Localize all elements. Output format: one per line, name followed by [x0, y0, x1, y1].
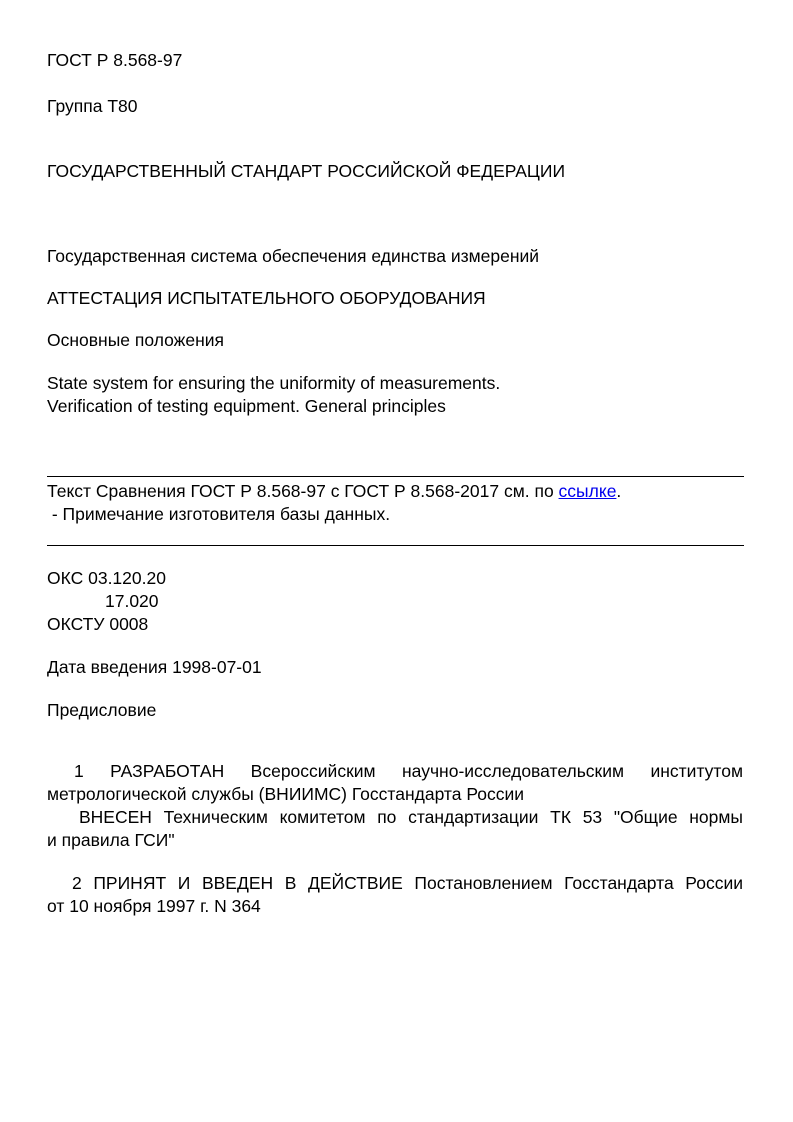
note-line-1	[47, 480, 621, 503]
foreword-item-1b-line-2: и правила ГСИ"	[47, 830, 175, 850]
oks-code-2: 17.020	[105, 591, 159, 611]
foreword-item-1-line-2: метрологической службы (ВНИИМС) Госстандарта России	[47, 784, 525, 804]
system-title: Государственная система обеспечения единства измерений	[47, 246, 540, 266]
foreword-item-1b-line-1: ВНЕСЕН Техническим комитетом по стандартизации ТК 53 "Общие нормы	[79, 807, 743, 827]
oks-code-1: ОКС 03.120.20	[47, 568, 166, 588]
foreword-item-2-line-1: 2 ПРИНЯТ И ВВЕДЕН В ДЕЙСТВИЕ Постановлением Госстандарта России	[72, 873, 743, 893]
subtitle: Основные положения	[47, 330, 225, 350]
note-bottom-divider	[47, 545, 744, 546]
main-title: АТТЕСТАЦИЯ ИСПЫТАТЕЛЬНОГО ОБОРУДОВАНИЯ	[47, 288, 486, 308]
foreword-heading: Предисловие	[47, 700, 157, 720]
english-title-line-2: Verification of testing equipment. General principles	[47, 396, 446, 416]
note-text-before: Текст Сравнения ГОСТ Р 8.568-97 с ГОСТ Р 8.568-2017 см. по	[47, 481, 559, 501]
note-top-divider	[47, 476, 744, 477]
standard-title: ГОСУДАРСТВЕННЫЙ СТАНДАРТ РОССИЙСКОЙ ФЕДЕРАЦИИ	[47, 161, 566, 181]
okstu-code: ОКСТУ 0008	[47, 614, 149, 634]
note-text-after: .	[616, 481, 622, 501]
foreword-item-1-line-1: 1 РАЗРАБОТАН Всероссийским научно-исследовательским институтом	[74, 761, 743, 781]
doc-number: ГОСТ Р 8.568-97	[47, 50, 183, 70]
english-title-line-1: State system for ensuring the uniformity of measurements.	[47, 373, 501, 393]
group-label: Группа Т80	[47, 96, 138, 116]
note-line-2: - Примечание изготовителя базы данных.	[47, 504, 391, 524]
comparison-link[interactable]: ссылке	[558, 481, 617, 501]
foreword-item-2-line-2: от 10 ноября 1997 г. N 364	[47, 896, 261, 916]
intro-date: Дата введения 1998-07-01	[47, 657, 262, 677]
